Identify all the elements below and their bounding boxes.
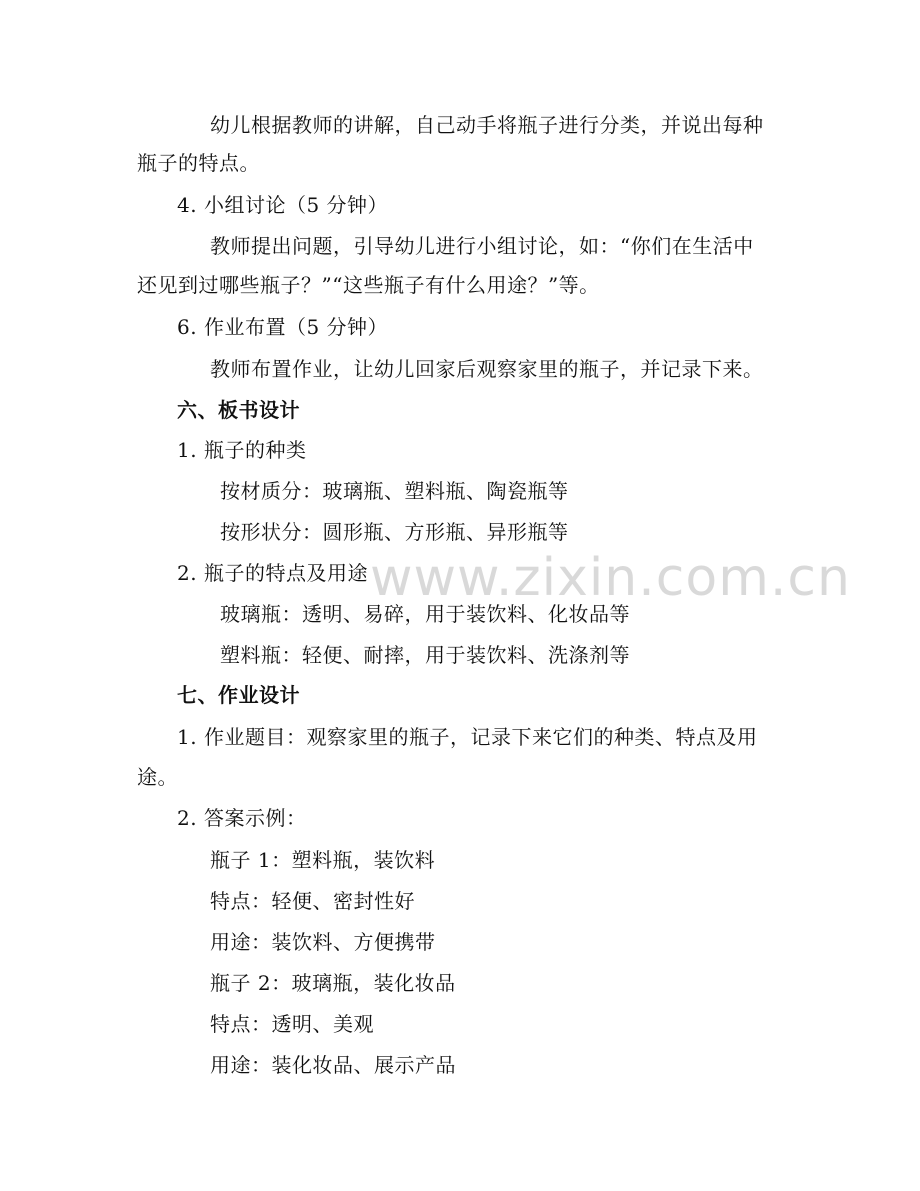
section-heading: 六、板书设计 bbox=[177, 398, 300, 422]
paragraph-line: 途。 bbox=[137, 765, 178, 789]
paragraph-line: 瓶子的特点。 bbox=[137, 151, 260, 175]
list-item: 塑料瓶：轻便、耐摔，用于装饮料、洗涤剂等 bbox=[220, 643, 630, 667]
section-item-heading: 6. 作业布置（5 分钟） bbox=[177, 315, 389, 339]
paragraph-line: 教师布置作业，让幼儿回家后观察家里的瓶子，并记录下来。 bbox=[210, 357, 764, 381]
section-item-heading: 4. 小组讨论（5 分钟） bbox=[177, 193, 389, 217]
paragraph-line: 教师提出问题，引导幼儿进行小组讨论，如：“你们在生活中 bbox=[210, 234, 754, 258]
answer-line: 特点：透明、美观 bbox=[210, 1012, 374, 1036]
list-item: 按形状分：圆形瓶、方形瓶、异形瓶等 bbox=[220, 520, 569, 544]
paragraph-line: 还见到过哪些瓶子？”“这些瓶子有什么用途？”等。 bbox=[137, 273, 600, 297]
answer-line: 瓶子 1：塑料瓶，装饮料 bbox=[210, 848, 436, 872]
answer-line: 特点：轻便、密封性好 bbox=[210, 889, 415, 913]
list-item-heading: 2. 答案示例： bbox=[177, 806, 307, 830]
answer-line: 瓶子 2：玻璃瓶，装化妆品 bbox=[210, 971, 456, 995]
list-item: 按材质分：玻璃瓶、塑料瓶、陶瓷瓶等 bbox=[220, 479, 569, 503]
paragraph-line: 1. 作业题目：观察家里的瓶子，记录下来它们的种类、特点及用 bbox=[177, 725, 758, 749]
list-item-heading: 1. 瓶子的种类 bbox=[177, 438, 307, 462]
list-item-heading: 2. 瓶子的特点及用途 bbox=[177, 561, 368, 585]
list-item: 玻璃瓶：透明、易碎，用于装饮料、化妆品等 bbox=[220, 602, 630, 626]
answer-line: 用途：装化妆品、展示产品 bbox=[210, 1053, 456, 1077]
paragraph-line: 幼儿根据教师的讲解，自己动手将瓶子进行分类，并说出每种 bbox=[210, 113, 764, 137]
watermark-text: www.zixin.com.cn bbox=[370, 548, 851, 608]
section-heading: 七、作业设计 bbox=[177, 683, 300, 707]
answer-line: 用途：装饮料、方便携带 bbox=[210, 930, 436, 954]
